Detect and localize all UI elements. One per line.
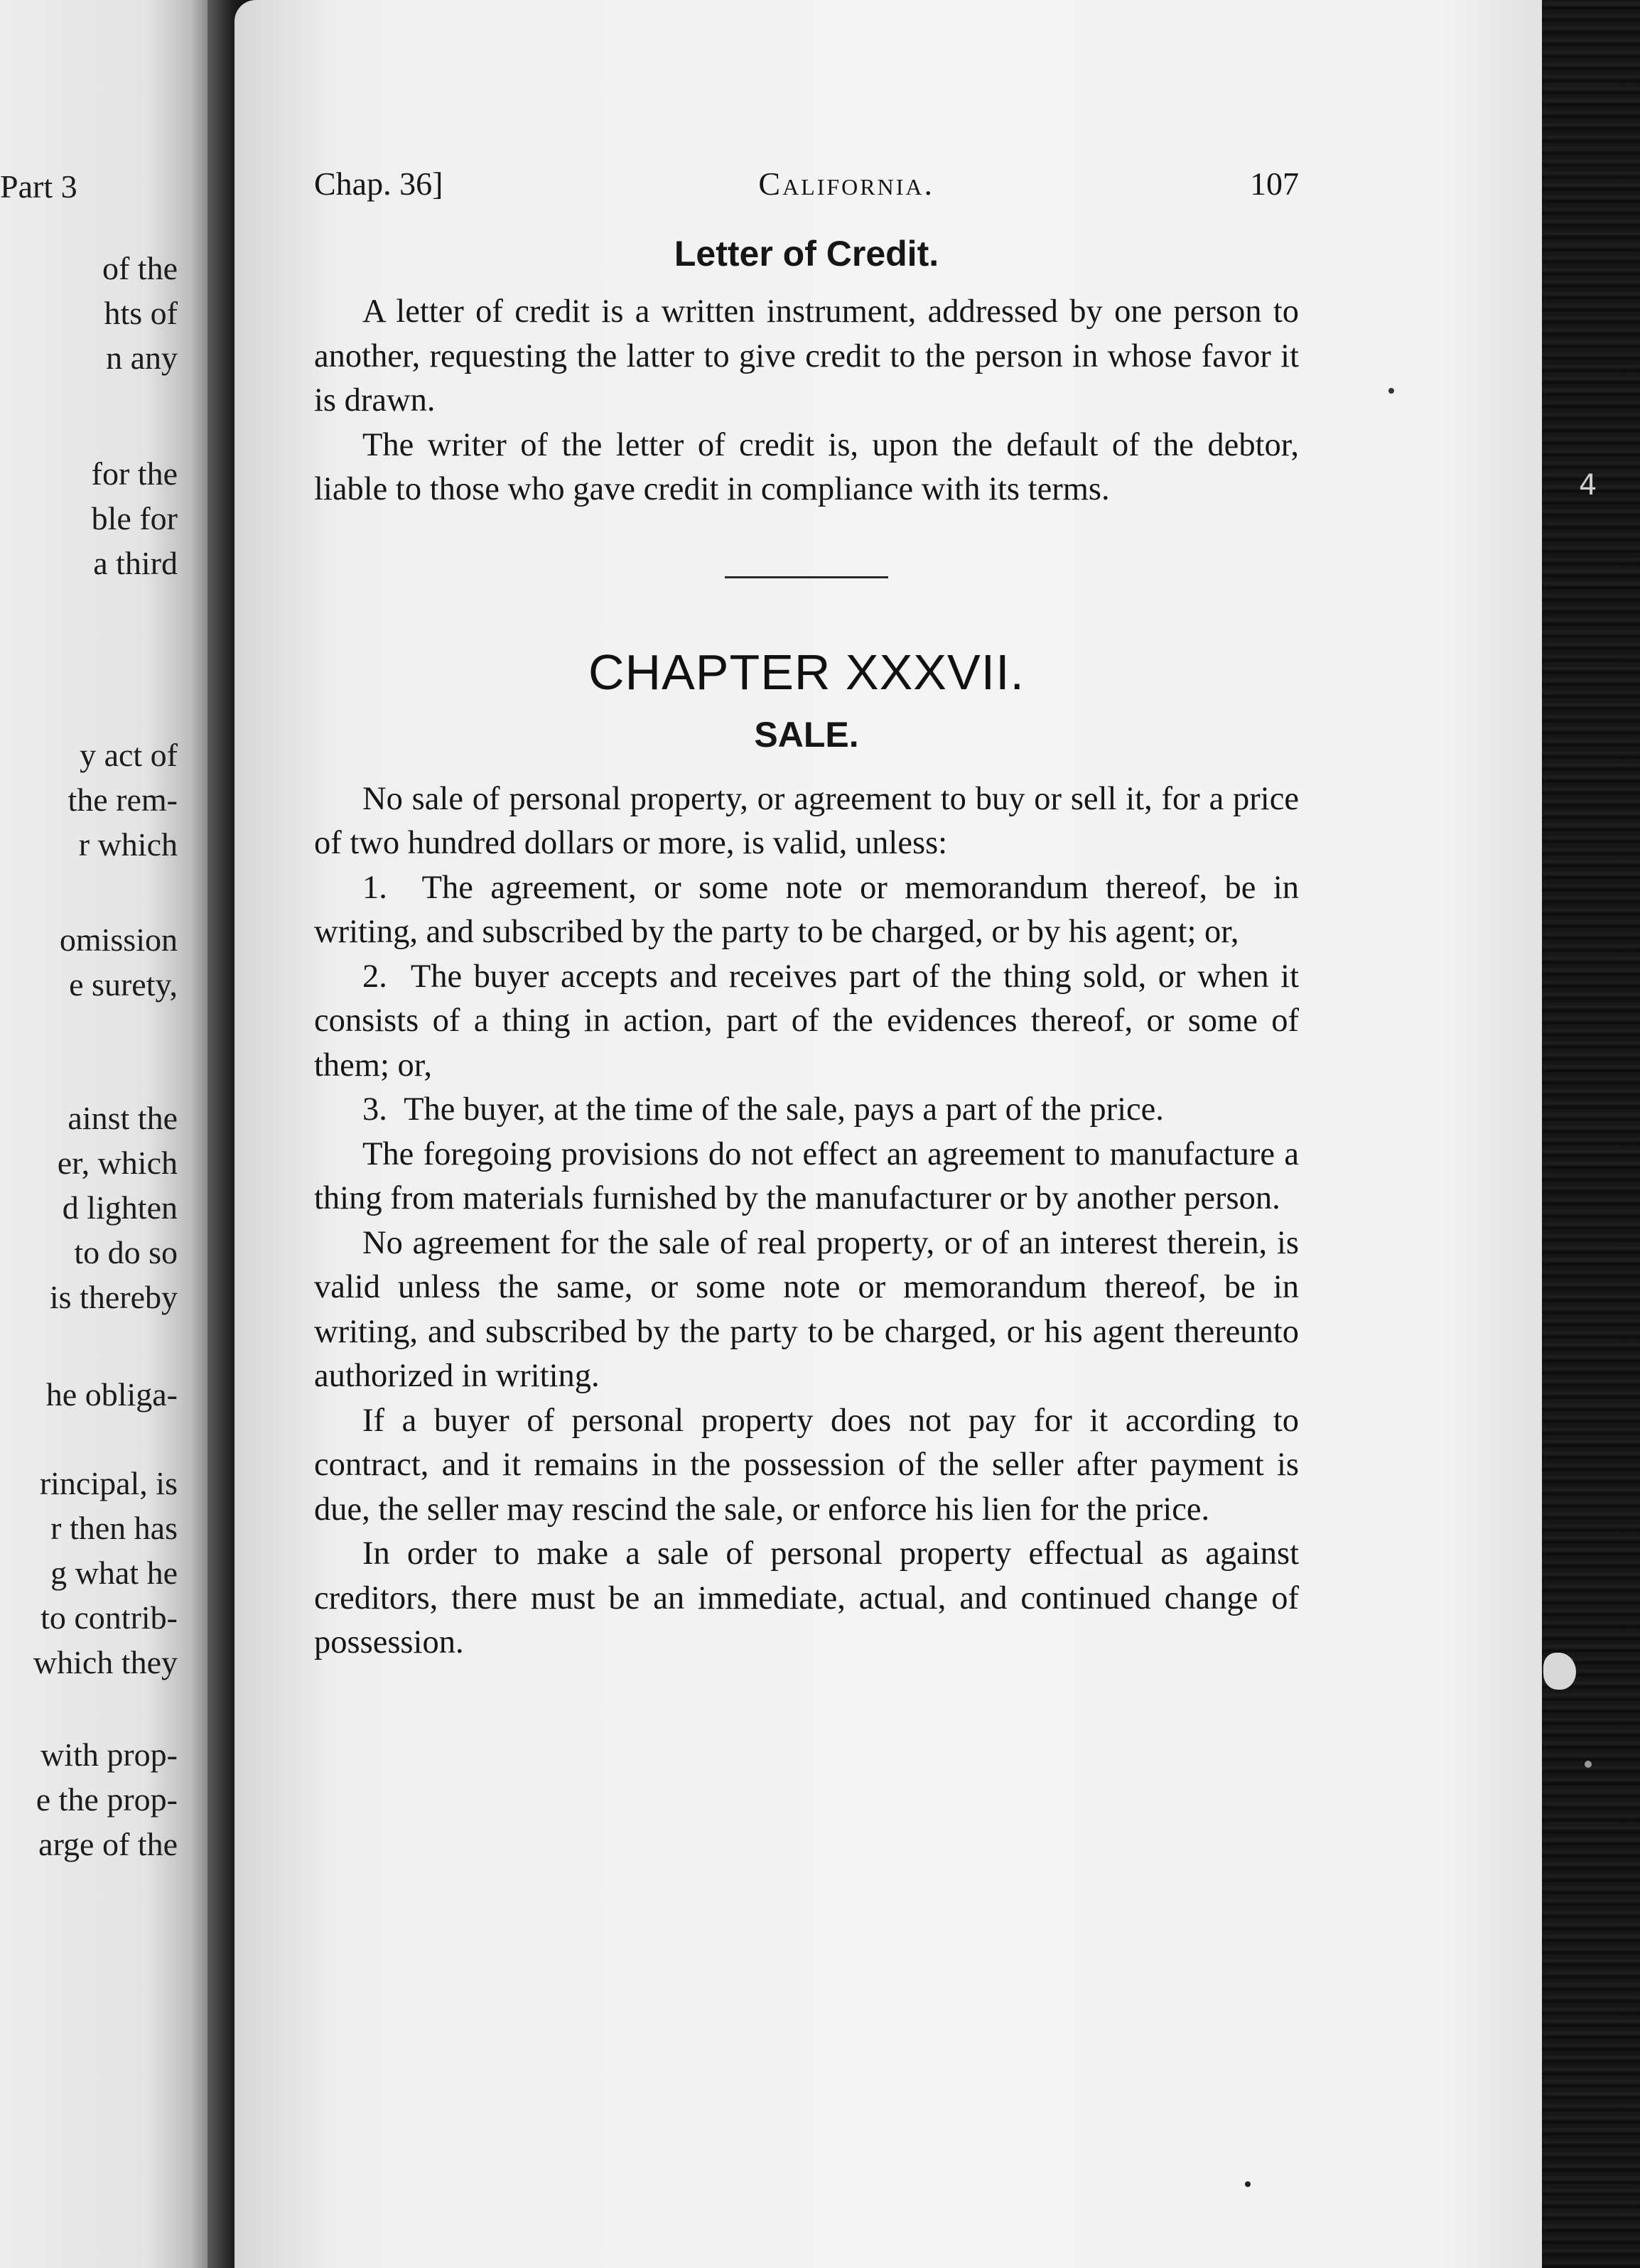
paragraph: The foregoing provisions do not effect an agreement to manufacture a thing from materials furnished by the manufacturer or by another person. [314, 1135, 1299, 1216]
left-page-fragment: ble for [91, 500, 178, 536]
left-page-fragment: with prop- [41, 1737, 178, 1773]
page-speck [1388, 388, 1394, 394]
left-page-fragment: Part 3 [0, 168, 77, 205]
running-head-title: California. [758, 166, 935, 202]
paragraph: No agreement for the sale of real property, or of an interest therein, is valid unless the same, or some note or memorandum thereof, be in writing, and subscribed by the party to be charged, or his agent thereunto authorized in writing. [314, 1224, 1299, 1394]
edge-blot [1543, 1653, 1576, 1690]
left-page-fragment: a third [93, 545, 178, 581]
left-page-fragment: for the [91, 455, 178, 492]
chapter-subtitle: SALE. [754, 714, 859, 755]
chapter-title: CHAPTER XXXVII. [588, 644, 1025, 700]
left-page-fragment: is thereby [49, 1279, 178, 1315]
left-page-fragment: the rem- [68, 782, 178, 818]
list-item-text: The agreement, or some note or memorandum thereof, be in writing, and subscribed by the party to be charged, or by his agent; or, [314, 869, 1299, 950]
list-item-number: 3. [362, 1091, 387, 1128]
left-page-fragment: e the prop- [36, 1781, 178, 1818]
left-page-fragment: omission [59, 922, 178, 958]
page-number: 107 [1249, 166, 1299, 202]
left-page-fragment: r which [78, 826, 178, 863]
list-item [314, 955, 1299, 1089]
section-heading: Letter of Credit. [674, 234, 939, 274]
list-item-text: The buyer accepts and receives part of the thing sold, or when it consists of a thing in action, part of the evidences thereof, or some of them; or, [314, 958, 1300, 1084]
paragraph: In order to make a sale of personal property effectual as against creditors, there must be an immediate, actual, and continued change of possession. [314, 1535, 1299, 1660]
left-page-fragment: rincipal, is [39, 1465, 178, 1501]
left-page-fragment: to do so [74, 1234, 178, 1270]
left-page-fragment: d lighten [62, 1189, 178, 1226]
left-page-fragment: e surety, [69, 966, 178, 1003]
paragraph: If a buyer of personal property does not pay for it according to contract, and it remains in the possession of the seller after payment is due, the seller may rescind the sale, or enforce his lien for the price. [314, 1402, 1299, 1528]
left-page-fragment: g what he [50, 1555, 178, 1591]
page-speck [1245, 2181, 1251, 2187]
paragraph: The writer of the letter of credit is, upon the default of the debtor, liable to those who gave credit in compliance with its terms. [314, 426, 1299, 507]
list-item-text: The buyer, at the time of the sale, pays a part of the price. [404, 1091, 1164, 1128]
paragraph: A letter of credit is a written instrument, addressed by one person to another, requesting the latter to give credit to the person in whose favor it is drawn. [314, 293, 1299, 418]
left-facing-page [0, 0, 207, 2268]
list-item-number: 2. [362, 958, 387, 995]
edge-mark: 4 [1579, 469, 1597, 502]
list-item [314, 866, 1299, 955]
left-page-fragment: r then has [50, 1510, 178, 1546]
list-item-number: 1. [362, 869, 387, 906]
left-page-fragment: ainst the [68, 1100, 178, 1136]
left-page-fragment: er, which [57, 1145, 178, 1181]
right-page-edge [1542, 0, 1640, 2268]
left-page-fragment: which they [33, 1644, 178, 1680]
left-page-fragment: arge of the [38, 1826, 178, 1862]
running-head-chapter: Chap. 36] [314, 166, 443, 202]
list-item [314, 1088, 1299, 1133]
paragraph: No sale of personal property, or agreement to buy or sell it, for a price of two hundred dollars or more, is valid, unless: [314, 780, 1299, 861]
left-page-fragment: to contrib- [41, 1599, 178, 1636]
left-page-fragment: hts of [104, 295, 178, 331]
text-column [314, 165, 1299, 1665]
edge-speck [1585, 1761, 1592, 1768]
left-page-fragment: n any [106, 340, 178, 376]
left-page-fragment: y act of [80, 737, 178, 773]
divider-rule [725, 576, 888, 578]
running-head [314, 165, 1299, 205]
left-page-fragment: he obliga- [45, 1376, 178, 1413]
left-page-fragment: of the [102, 250, 178, 286]
